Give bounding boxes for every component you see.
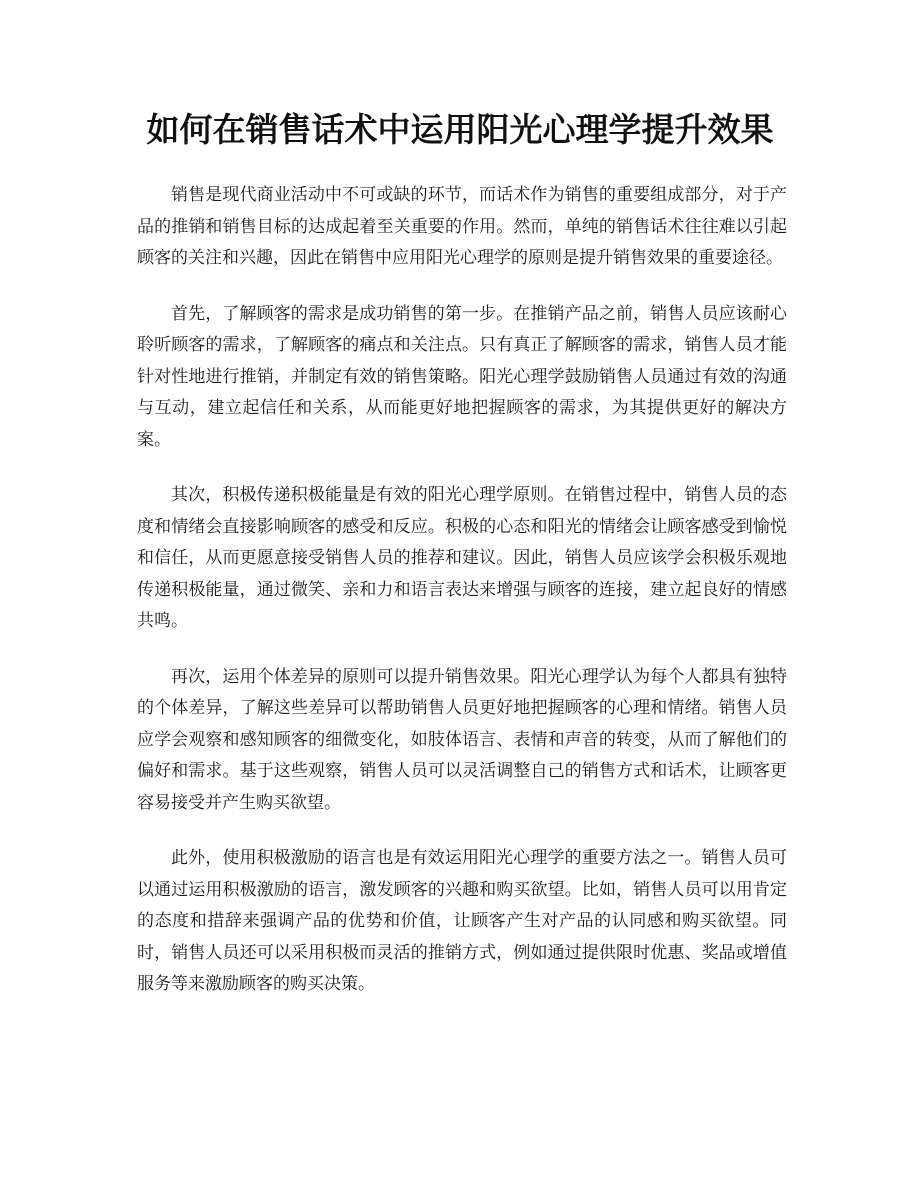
paragraph-3: 其次，积极传递积极能量是有效的阳光心理学原则。在销售过程中，销售人员的态度和情绪会直接影响顾客的感受和反应。积极的心态和阳光的情绪会让顾客感受到愉悦和信任，从而更愿意接受销售人员的推荐和建议。因此，销售人员应该学会积极乐观地传递积极能量，通过微笑、亲和力和语言表达来增强与顾客的连接，建立起良好的情感共鸣。 xyxy=(137,485,787,631)
paragraph-2: 首先，了解顾客的需求是成功销售的第一步。在推销产品之前，销售人员应该耐心聆听顾客的需求，了解顾客的痛点和关注点。只有真正了解顾客的需求，销售人员才能针对性地进行推销，并制定有效的销售策略。阳光心理学鼓励销售人员通过有效的沟通与互动，建立起信任和关系，从而能更好地把握顾客的需求，为其提供更好的解决方案。 xyxy=(137,303,787,450)
document-body xyxy=(137,180,787,1025)
document-title: 如何在销售话术中运用阳光心理学提升效果 xyxy=(146,110,774,149)
paragraph-4: 再次，运用个体差异的原则可以提升销售效果。阳光心理学认为每个人都具有独特的个体差异，了解这些差异可以帮助销售人员更好地把握顾客的心理和情绪。销售人员应学会观察和感知顾客的细微变化，如肢体语言、表情和声音的转变，从而了解他们的偏好和需求。基于这些观察，销售人员可以灵活调整自己的销售方式和话术，让顾客更容易接受并产生购买欲望。 xyxy=(137,666,787,813)
paragraph-5: 此外，使用积极激励的语言也是有效运用阳光心理学的重要方法之一。销售人员可以通过运用积极激励的语言，激发顾客的兴趣和购买欲望。比如，销售人员可以用肯定的态度和措辞来强调产品的优势和价值，让顾客产生对产品的认同感和购买欲望。同时，销售人员还可以采用积极而灵活的推销方式，例如通过提供限时优惠、奖品或增值服务等来激励顾客的购买决策。 xyxy=(137,848,787,994)
paragraph-1: 销售是现代商业活动中不可或缺的环节，而话术作为销售的重要组成部分，对于产品的推销和销售目标的达成起着至关重要的作用。然而，单纯的销售话术往往难以引起顾客的关注和兴趣，因此在销售中应用阳光心理学的原则是提升销售效果的重要途径。 xyxy=(137,185,787,268)
